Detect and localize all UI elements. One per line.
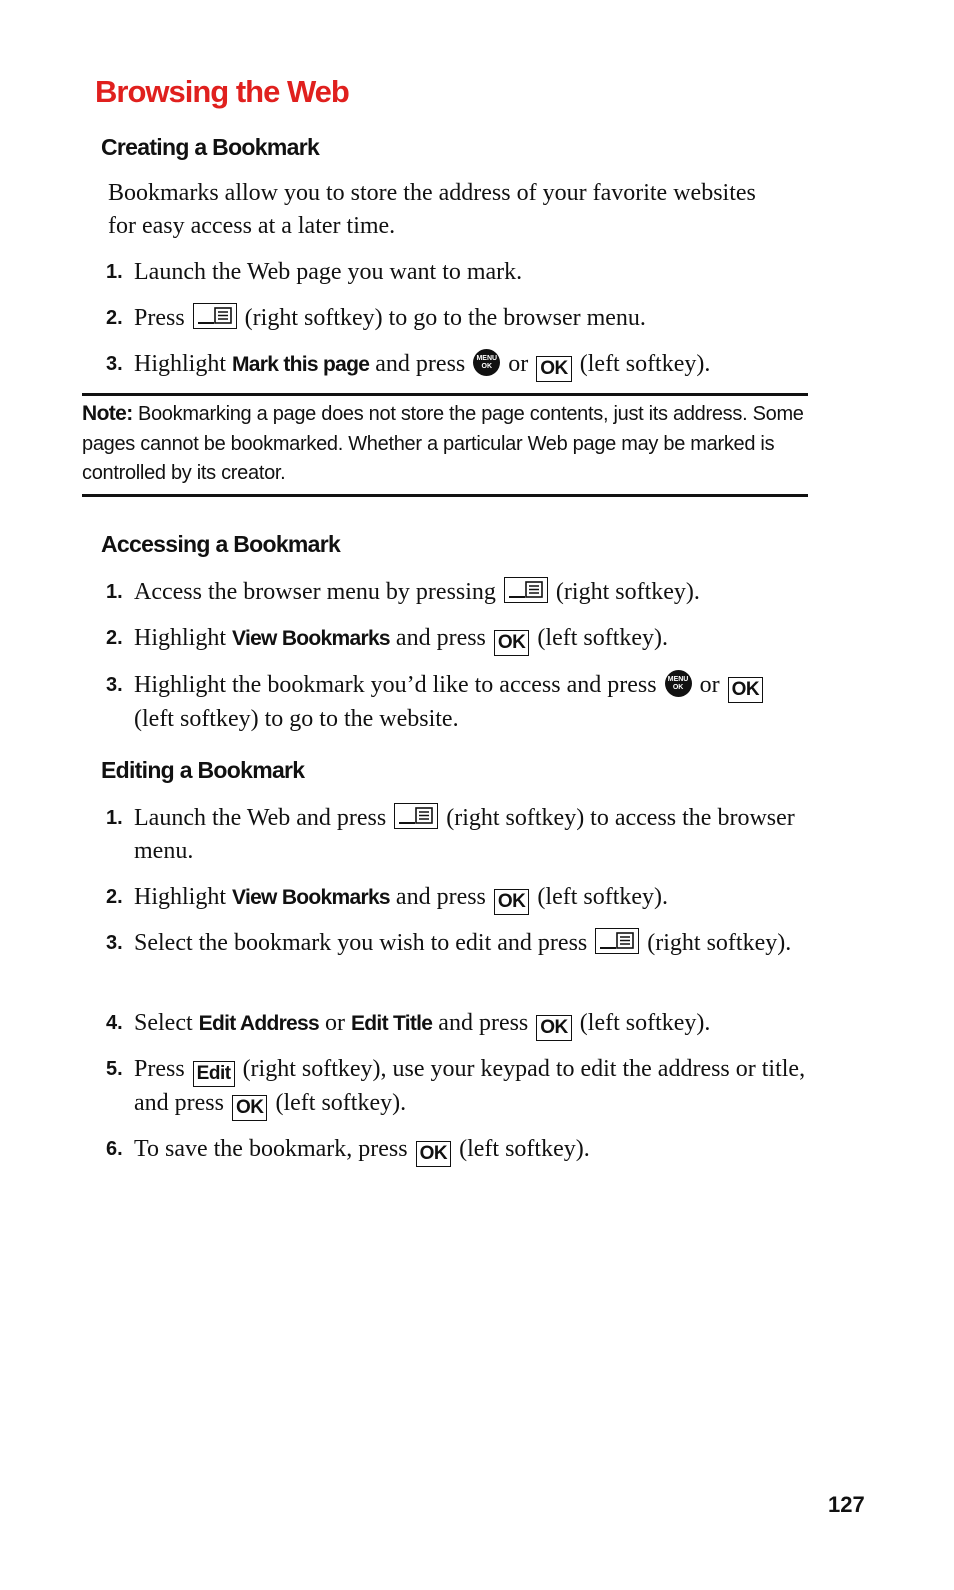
note-bottom-rule bbox=[82, 494, 808, 497]
keyword-edit-address: Edit Address bbox=[198, 1012, 319, 1035]
keyword-edit-title: Edit Title bbox=[351, 1012, 433, 1035]
note-label: Note: bbox=[82, 402, 133, 425]
ok-key-icon: OK bbox=[494, 889, 530, 915]
editing-step-4: 4. Select Edit Address or Edit Title and press OK (left softkey). bbox=[106, 1007, 806, 1041]
heading-editing-bookmark: Editing a Bookmark bbox=[101, 757, 305, 783]
editing-step-2: 2. Highlight View Bookmarks and press OK (left softkey). bbox=[106, 881, 806, 915]
creating-step-2: 2. Press (right softkey) to go to the browser menu. bbox=[106, 305, 646, 331]
edit-key-icon: Edit bbox=[193, 1061, 235, 1087]
ok-key-icon: OK bbox=[232, 1095, 268, 1121]
note-box bbox=[82, 399, 808, 489]
note-top-rule bbox=[82, 393, 808, 396]
keyword-mark-this-page: Mark this page bbox=[232, 353, 370, 376]
menu-softkey-icon bbox=[193, 303, 237, 329]
keyword-view-bookmarks: View Bookmarks bbox=[232, 886, 390, 909]
accessing-step-1: 1. Access the browser menu by pressing (right softkey). bbox=[106, 579, 700, 605]
editing-step-5: 5. Press Edit (right softkey), use your keypad to edit the address or title, and press OK (left softkey). bbox=[106, 1053, 806, 1121]
heading-accessing-bookmark: Accessing a Bookmark bbox=[101, 531, 341, 557]
keyword-view-bookmarks: View Bookmarks bbox=[232, 627, 390, 650]
ok-key-icon: OK bbox=[536, 1015, 572, 1041]
intro-paragraph: Bookmarks allow you to store the address of your favorite websites for easy access at a later time. bbox=[108, 180, 756, 239]
ok-key-icon: OK bbox=[536, 356, 572, 382]
ok-key-icon: OK bbox=[494, 630, 530, 656]
editing-step-6: 6. To save the bookmark, press OK (left softkey). bbox=[106, 1133, 806, 1167]
accessing-step-3: 3. Highlight the bookmark you’d like to access and press MENU OK or OK (left softkey) to go to the website. bbox=[106, 669, 806, 736]
creating-step-1: 1. Launch the Web page you want to mark. bbox=[106, 259, 523, 285]
creating-step-3: 3. Highlight Mark this page and press MENU OK or OK (left softkey). bbox=[106, 348, 806, 382]
menu-softkey-icon bbox=[394, 803, 438, 829]
page-number: 127 bbox=[828, 1492, 865, 1517]
accessing-step-2: 2. Highlight View Bookmarks and press OK (left softkey). bbox=[106, 622, 806, 656]
menu-softkey-icon bbox=[595, 928, 639, 954]
note-text: Bookmarking a page does not store the page contents, just its address. Some pages cannot be bookmarked. Whether a particular Web page may be marked is controlled by its creator. bbox=[82, 403, 804, 484]
menu-ok-key-icon: MENU OK bbox=[473, 349, 500, 376]
ok-key-icon: OK bbox=[416, 1141, 452, 1167]
editing-step-3: 3. Select the bookmark you wish to edit and press (right softkey). bbox=[106, 930, 792, 956]
heading-creating-bookmark: Creating a Bookmark bbox=[101, 134, 320, 160]
menu-ok-key-icon: MENU OK bbox=[665, 670, 692, 697]
menu-softkey-icon bbox=[504, 577, 548, 603]
page-title: Browsing the Web bbox=[95, 74, 349, 109]
editing-step-1: 1. Launch the Web and press (right softkey) to access the browser menu. bbox=[106, 805, 795, 864]
ok-key-icon: OK bbox=[728, 677, 764, 703]
